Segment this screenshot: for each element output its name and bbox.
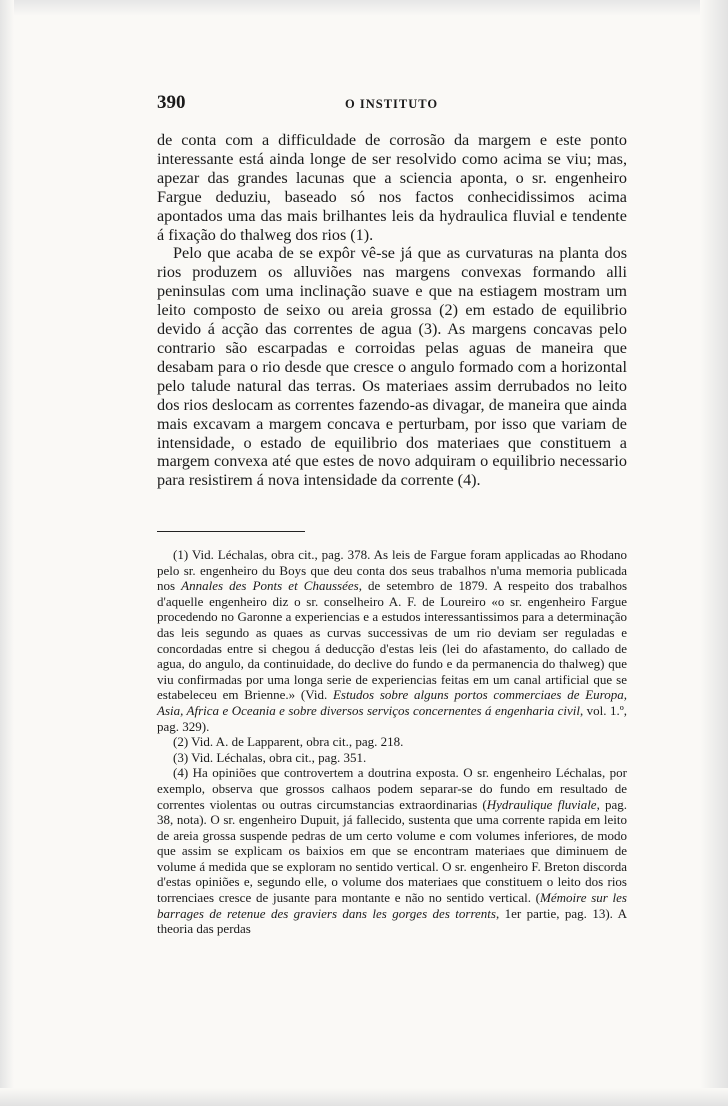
page-edge-right xyxy=(700,0,728,1106)
running-head: O INSTITUTO xyxy=(345,97,439,111)
footnote-4-memoir-title: Mémoire sur les barrages de retenue des graviers dans les gorges des torrents xyxy=(157,890,627,921)
footnote-2: (2) Vid. A. de Lapparent, obra cit., pag. 218. xyxy=(173,734,404,750)
footnote-4-text-c: , 1er partie, pag. 13). A theoria das perdas xyxy=(157,905,627,937)
body-paragraph-1: de conta com a difficuldade de corrosão da margem e este ponto interessante está ainda longe de ser resolvido como acima se viu; mas, apezar das grandes lacunas que a sciencia aponta, o sr. engenheiro Fargue deduziu, baseado só nos factos conhecidissimos acima apontados uma das mais brilhantes leis da hydraulica fluvial e tendente á fixação do thalweg dos rios (1). xyxy=(157,131,627,244)
footnote-3: (3) Vid. Léchalas, obra cit., pag. 351. xyxy=(173,749,367,765)
footnote-1-text-a: (1) Vid. Léchalas, obra cit., pag. 378. As leis de Fargue foram applicadas ao Rhodano pelo sr. engenheiro du Boys que deu conta dos seus trabalhos n'uma memoria publicada nos xyxy=(157,547,627,594)
footnote-divider xyxy=(157,531,305,532)
footnote-1-book-title: Estudos sobre alguns portos commerciaes de Europa, Asia, Africa e Oceania e sobre diversos serviços concernentes á engenharia civil xyxy=(157,687,627,718)
footnote-4-text-b: , pag. 38, nota). O sr. engenheiro Dupuit, já fallecido, sustenta que uma corrente rapida em leito de areia grossa suspende pedras de um certo volume e com volumes inferiores, de modo que assim se explicam os baixios em que se encontram materiaes que diminuem de volume á medida que se exploram no sentido vertical. O sr. engenheiro F. Breton discorda d'estas opiniões e, segundo elle, o volume dos materiaes que constituem o leito dos rios torrenciaes cresce de jusante para montante e não no sentido vertical. ( xyxy=(157,796,627,906)
footnote-4-book-title: Hydraulique fluviale xyxy=(486,796,597,812)
body-text xyxy=(157,131,627,490)
footnote-1-text-c: , vol. 1.º, pag. 329). xyxy=(157,702,627,734)
footnote-4-text-a: (4) Ha opiniões que controvertem a doutrina exposta. O sr. engenheiro Léchalas, por exemplo, observa que grossos calhaos podem separar-se do fundo em resultado de correntes violentas ou outras circumstancias extraordinarias ( xyxy=(157,765,627,812)
page-number: 390 xyxy=(157,92,186,113)
page-edge-top xyxy=(0,0,728,16)
footnotes xyxy=(157,547,627,937)
footnote-1 xyxy=(157,547,627,734)
page-edge-left xyxy=(0,0,14,1106)
footnote-1-text-b: , de setembro de 1879. A respeito dos trabalhos d'aquelle engenheiro diz o sr. conselheiro A. F. de Loureiro «o sr. engenheiro Fargue procedendo no Garonne a experiencias e a estudos interessantissimos para a determinação das leis segundo as quaes as curvas successivas de um rio deviam ser reguladas e concordadas entre si chegou á deducção d'estas leis (lei do afastamento, do callado de agua, do angulo, da continuidade, do declive do fundo e da permanencia do thalweg) que viu confirmadas por uma longa serie de experiencias feitas em um canal artificial que se estabeleceu em Brienne.» (Vid. xyxy=(157,578,628,703)
footnote-1-journal-title: Annales des Ponts et Chaussées xyxy=(181,578,359,594)
page-header xyxy=(157,92,627,118)
body-paragraph-2: Pelo que acaba de se expôr vê-se já que as curvaturas na planta dos rios produzem os alluviões nas margens convexas formando alli peninsulas com uma inclinação suave e que na estiagem mostram um leito composto de seixo ou areia grossa (2) em estado de equilibrio devido á acção das correntes de agua (3). As margens concavas pelo contrario são escarpadas e corroidas pelas aguas de maneira que desabam para o rio desde que cresce o angulo formado com a horizontal pelo talude natural das terras. Os materiaes assim derrubados no leito dos rios deslocam as correntes fazendo-as divagar, de maneira que ainda mais excavam a margem concava e perturbam, por isso que variam de intensidade, o estado de equilibrio dos materiaes que constituem a margem convexa até que estes de novo adquiram o equilibrio necessario para resistirem á nova intensidade da corrente (4). xyxy=(157,244,627,490)
footnote-4 xyxy=(157,765,627,937)
page-edge-bottom xyxy=(0,1088,728,1106)
